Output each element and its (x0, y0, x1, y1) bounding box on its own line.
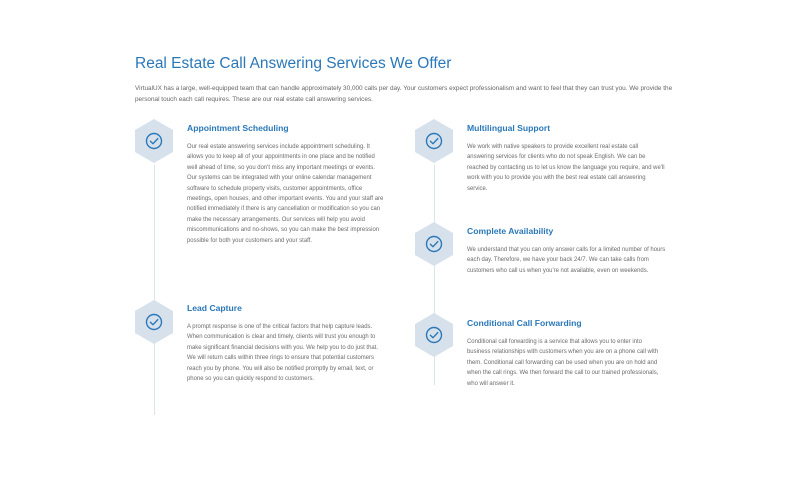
service-description: Our real estate answering services include appointment scheduling. It allows you to keep all of your appointments in one place and be notified well ahead of time, so you don't miss any important meetings or events. Our systems can be integrated with your online calendar management software to schedule property visits, customer appointments, office meetings, open houses, and other important events. You and your staff are notified immediately if there is any cancellation or modification so you can make the necessary arrangements. Our services will help you avoid miscommunications and no-shows, so you can make the best impression possible for both your customers and your staff. (187, 144, 384, 244)
service-icon-badge (135, 119, 173, 163)
page-title: Real Estate Call Answering Services We Offer (135, 55, 452, 72)
service-icon-badge (135, 300, 173, 344)
check-circle-icon (423, 324, 445, 346)
service-icon-badge (415, 119, 453, 163)
service-description: We work with native speakers to provide excellent real estate call answering services for clients who do not speak English. We can be reached by contacting us to let us know the language you require, and we'll work with you to provide you with the best real estate call answering service. (467, 144, 665, 192)
service-description: We understand that you can only answer calls for a limited number of hours each day. Therefore, we have your back 24/7. We can take calls from customers who call us when you're not available, even on weekends. (467, 247, 666, 274)
service-icon-badge (415, 313, 453, 357)
service-icon-badge (415, 222, 453, 266)
service-title: Conditional Call Forwarding (467, 318, 582, 328)
service-description: Conditional call forwarding is a service that allows you to enter into business relationships with customers when you are on a phone call with them. Conditional call forwarding can be used when you are on hold and when the call rings. We then forward the call to our trained professionals, who will answer it. (467, 339, 659, 387)
timeline-line-left (154, 165, 155, 415)
service-title: Lead Capture (187, 303, 242, 313)
service-title: Appointment Scheduling (187, 123, 289, 133)
check-circle-icon (423, 130, 445, 152)
intro-paragraph: VirtualUX has a large, well-equipped team that can handle approximately 30,000 calls per day. Your customers expect professionalism and want to feel that they can trust you. We provide the personal touch each call requires. These are our real estate call answering services. (135, 85, 673, 103)
check-circle-icon (143, 130, 165, 152)
check-circle-icon (143, 311, 165, 333)
check-circle-icon (423, 233, 445, 255)
service-description: A prompt response is one of the critical factors that help capture leads. When communication is clear and timely, clients will trust you enough to make significant financial decisions with you. We help you to do just that. We will return calls within three rings to ensure that potential customers reach you by phone. You will also be notified promptly by email, text, or phone so you can quickly respond to customers. (187, 324, 378, 383)
service-title: Multilingual Support (467, 123, 551, 133)
service-title: Complete Availability (467, 226, 554, 236)
